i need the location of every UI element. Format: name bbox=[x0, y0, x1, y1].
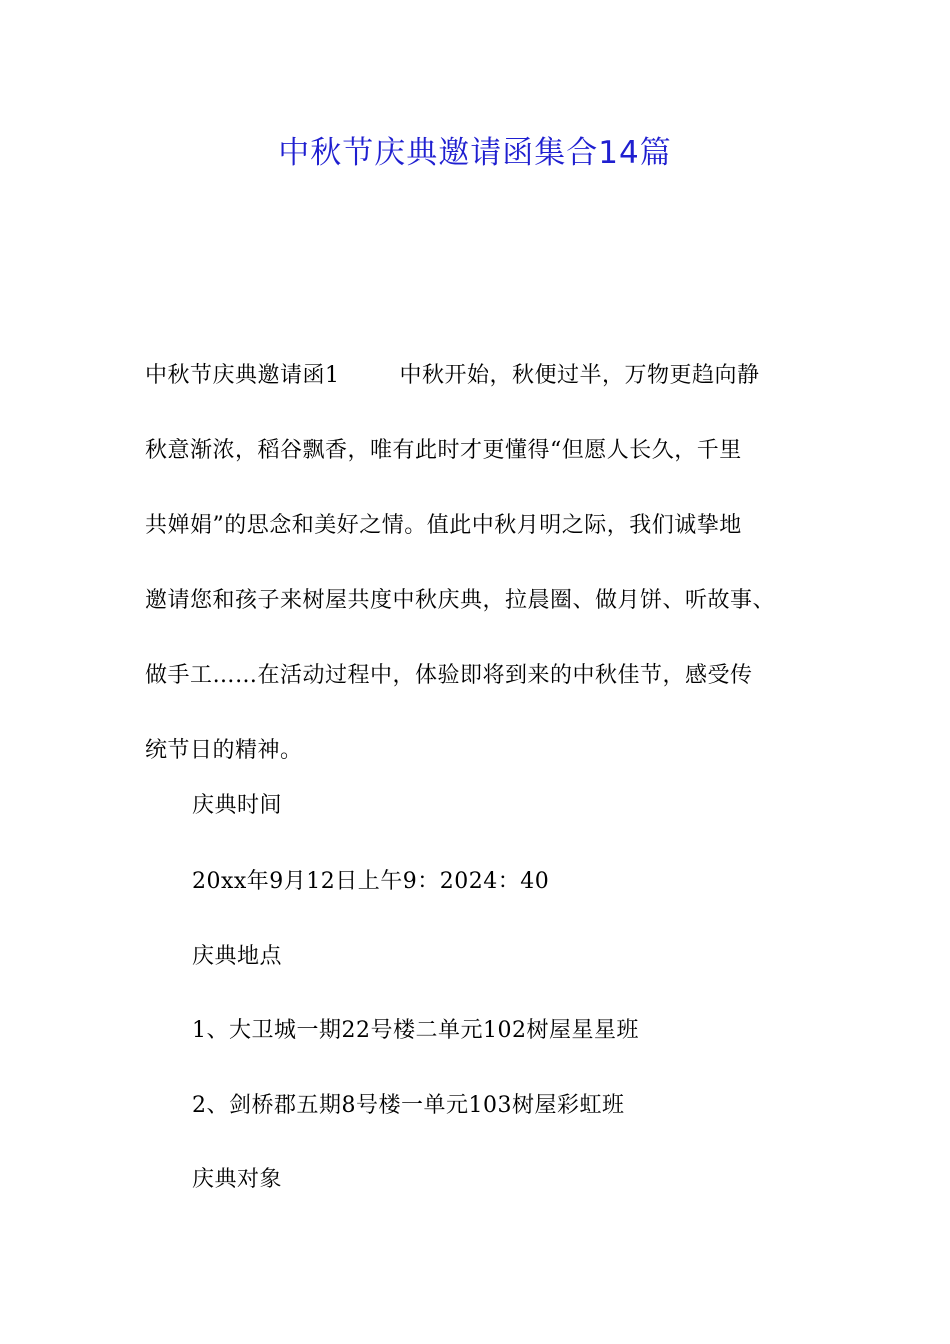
intro-line-2: 秋意渐浓，稻谷飘香，唯有此时才更懂得“但愿人长久，千里 bbox=[145, 438, 742, 463]
intro-heading: 中秋节庆典邀请函1 bbox=[145, 363, 340, 388]
intro-line-6: 统节日的精神。 bbox=[145, 738, 303, 763]
place-item-2: 2、剑桥郡五期8号楼一单元103树屋彩虹班 bbox=[192, 1093, 625, 1118]
time-heading: 庆典时间 bbox=[192, 793, 283, 818]
place-item-1: 1、大卫城一期22号楼二单元102树屋星星班 bbox=[192, 1018, 639, 1043]
intro-line-1 bbox=[145, 338, 825, 413]
time-value: 20xx年9月12日上午9：2024：40 bbox=[192, 869, 550, 894]
audience-heading: 庆典对象 bbox=[192, 1167, 283, 1192]
document-title: 中秋节庆典邀请函集合14篇 bbox=[278, 135, 672, 171]
intro-text-1: 中秋开始，秋便过半，万物更趋向静 bbox=[399, 363, 760, 388]
intro-line-4: 邀请您和孩子来树屋共度中秋庆典，拉晨圈、做月饼、听故事、 bbox=[145, 588, 776, 613]
place-heading: 庆典地点 bbox=[192, 944, 283, 969]
intro-line-3: 共婵娟”的思念和美好之情。值此中秋月明之际，我们诚挚地 bbox=[145, 513, 742, 538]
intro-line-5: 做手工……在活动过程中，体验即将到来的中秋佳节，感受传 bbox=[145, 663, 753, 688]
intro-paragraph bbox=[145, 338, 825, 788]
